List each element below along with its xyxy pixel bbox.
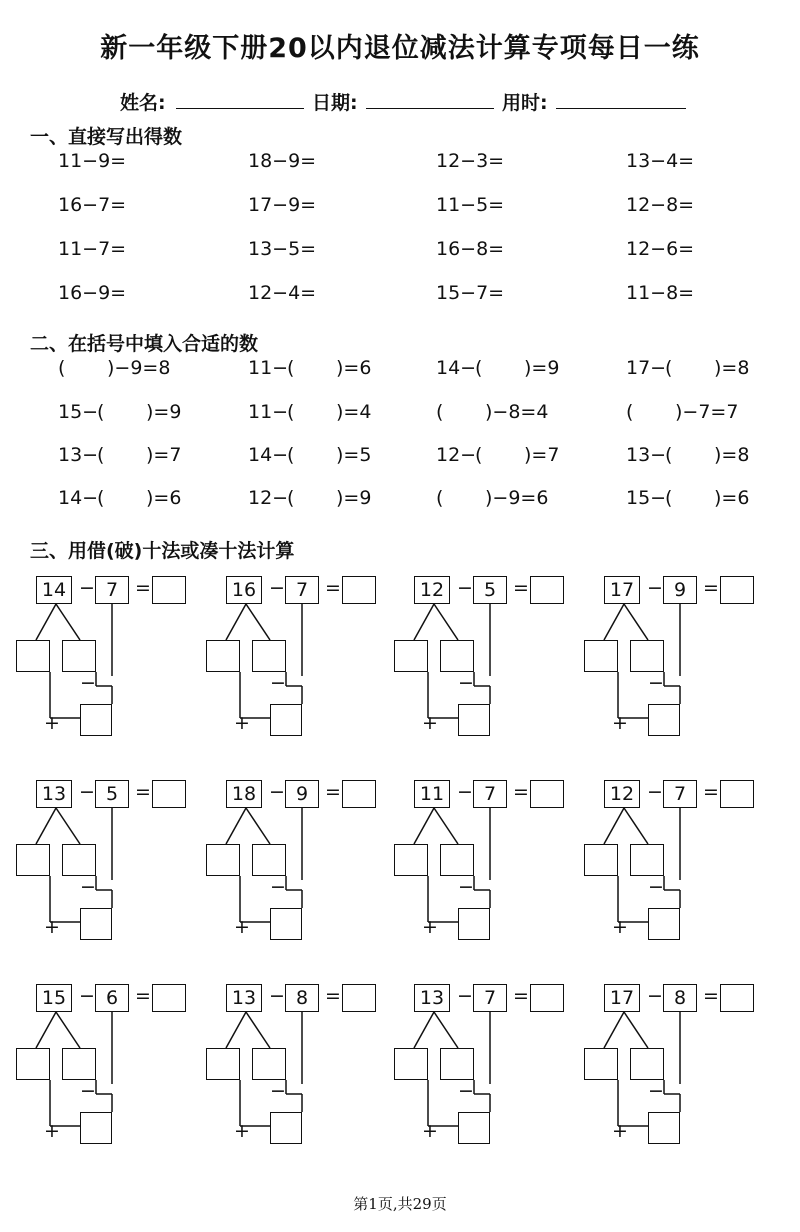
partial-result-box[interactable] <box>80 1112 112 1144</box>
split-right-box[interactable] <box>630 640 664 672</box>
plus-sign: + <box>422 1120 438 1142</box>
connector-line <box>56 808 80 844</box>
expression-part: )−9=6 <box>485 487 549 509</box>
open-paren: ( <box>436 487 444 509</box>
expression-part: 14− <box>436 357 477 379</box>
answer-blank[interactable] <box>677 357 711 379</box>
time-label: 用时: <box>502 92 548 114</box>
split-right-box[interactable] <box>252 844 286 876</box>
partial-result-box[interactable] <box>648 704 680 736</box>
answer-blank[interactable] <box>677 444 711 466</box>
connector-line <box>56 604 80 640</box>
split-right-box[interactable] <box>62 1048 96 1080</box>
expression-part: )=5 <box>336 444 372 466</box>
minus-sign: − <box>80 1080 96 1102</box>
answer-blank[interactable] <box>70 357 104 379</box>
subtrahend-box: 8 <box>663 984 697 1012</box>
partial-result-box[interactable] <box>270 908 302 940</box>
expression-part: )=9 <box>524 357 560 379</box>
expression-part: 17− <box>626 357 667 379</box>
expression-part: 14− <box>248 444 289 466</box>
answer-blank[interactable] <box>299 487 333 509</box>
expression-part: 11− <box>248 357 289 379</box>
answer-blank[interactable] <box>299 401 333 423</box>
connector-line <box>414 604 434 640</box>
expression-part: )=8 <box>714 357 750 379</box>
equals-sign: = <box>703 781 719 803</box>
minus-sign: − <box>458 672 474 694</box>
answer-blank[interactable] <box>299 444 333 466</box>
minus-sign: − <box>80 876 96 898</box>
open-paren: ( <box>58 357 66 379</box>
equals-sign: = <box>325 781 341 803</box>
calc-problem: 12−6= <box>626 238 695 260</box>
split-left-box[interactable] <box>394 1048 428 1080</box>
minus-sign: − <box>458 1080 474 1102</box>
minuend-box: 12 <box>604 780 640 808</box>
expression-part: 12− <box>436 444 477 466</box>
plus-sign: + <box>422 916 438 938</box>
expression-part: 15− <box>626 487 667 509</box>
connector-line <box>36 604 56 640</box>
minus-sign: − <box>270 1080 286 1102</box>
borrow-ten-diagram <box>604 982 794 1162</box>
subtrahend-box: 8 <box>285 984 319 1012</box>
expression-part: )−7=7 <box>675 401 739 423</box>
date-label: 日期: <box>312 92 358 114</box>
expression-part: )=9 <box>146 401 182 423</box>
connector-line <box>246 1012 270 1048</box>
partial-result-box[interactable] <box>648 1112 680 1144</box>
minus-sign: − <box>80 672 96 694</box>
partial-result-box[interactable] <box>458 1112 490 1144</box>
calc-problem: 16−9= <box>58 282 127 304</box>
open-paren: ( <box>665 357 673 379</box>
open-paren: ( <box>287 487 295 509</box>
result-box[interactable] <box>342 780 376 808</box>
minus-sign: − <box>648 876 664 898</box>
minus-sign: − <box>647 781 663 803</box>
connector-line <box>226 604 246 640</box>
minuend-box: 15 <box>36 984 72 1012</box>
subtrahend-box: 7 <box>285 576 319 604</box>
split-right-box[interactable] <box>62 844 96 876</box>
equals-sign: = <box>135 985 151 1007</box>
split-left-box[interactable] <box>16 1048 50 1080</box>
open-paren: ( <box>475 357 483 379</box>
expression-part: )−9=8 <box>107 357 171 379</box>
minuend-box: 18 <box>226 780 262 808</box>
connector-line <box>36 1012 56 1048</box>
connector-line <box>434 808 458 844</box>
expression-part: )=7 <box>146 444 182 466</box>
open-paren: ( <box>97 444 105 466</box>
answer-blank[interactable] <box>109 444 143 466</box>
plus-sign: + <box>612 1120 628 1142</box>
open-paren: ( <box>287 357 295 379</box>
expression-part: )=6 <box>714 487 750 509</box>
calc-problem: 16−7= <box>58 194 127 216</box>
subtrahend-box: 5 <box>473 576 507 604</box>
borrow-ten-diagram <box>226 982 416 1162</box>
borrow-ten-diagram <box>36 982 226 1162</box>
plus-sign: + <box>612 712 628 734</box>
result-box[interactable] <box>720 984 754 1012</box>
equals-sign: = <box>703 985 719 1007</box>
connector-line <box>246 604 270 640</box>
open-paren: ( <box>97 487 105 509</box>
minus-sign: − <box>269 781 285 803</box>
calc-problem: 15−7= <box>436 282 505 304</box>
connector-line <box>36 808 56 844</box>
partial-result-box[interactable] <box>458 704 490 736</box>
open-paren: ( <box>436 401 444 423</box>
expression-part: 13− <box>58 444 99 466</box>
open-paren: ( <box>626 401 634 423</box>
name-label: 姓名: <box>120 92 166 114</box>
section3-heading: 三、用借(破)十法或凑十法计算 <box>30 540 295 562</box>
connector-line <box>56 1012 80 1048</box>
minus-sign: − <box>457 985 473 1007</box>
time-field[interactable] <box>556 108 686 109</box>
minus-sign: − <box>79 985 95 1007</box>
section2-heading: 二、在括号中填入合适的数 <box>30 333 259 355</box>
split-left-box[interactable] <box>16 640 50 672</box>
open-paren: ( <box>97 401 105 423</box>
subtrahend-box: 9 <box>285 780 319 808</box>
calc-problem: 18−9= <box>248 150 317 172</box>
minuend-box: 13 <box>36 780 72 808</box>
minuend-box: 12 <box>414 576 450 604</box>
borrow-ten-diagram <box>604 574 794 754</box>
subtrahend-box: 5 <box>95 780 129 808</box>
split-left-box[interactable] <box>394 844 428 876</box>
equals-sign: = <box>325 577 341 599</box>
subtrahend-box: 9 <box>663 576 697 604</box>
minus-sign: − <box>269 577 285 599</box>
connector-line <box>246 808 270 844</box>
open-paren: ( <box>665 444 673 466</box>
calc-problem: 12−3= <box>436 150 505 172</box>
partial-result-box[interactable] <box>648 908 680 940</box>
expression-part: 15− <box>58 401 99 423</box>
page-footer: 第1页,共29页 <box>353 1195 447 1213</box>
expression-part: 13− <box>626 444 667 466</box>
borrow-ten-diagram <box>414 778 604 958</box>
plus-sign: + <box>234 1120 250 1142</box>
split-left-box[interactable] <box>584 640 618 672</box>
open-paren: ( <box>287 444 295 466</box>
split-left-box[interactable] <box>206 640 240 672</box>
equals-sign: = <box>513 577 529 599</box>
connector-line <box>226 1012 246 1048</box>
minuend-box: 16 <box>226 576 262 604</box>
split-left-box[interactable] <box>584 844 618 876</box>
borrow-ten-diagram <box>36 778 226 958</box>
partial-result-box[interactable] <box>80 704 112 736</box>
minus-sign: − <box>270 672 286 694</box>
expression-part: 12− <box>248 487 289 509</box>
calc-problem: 17−9= <box>248 194 317 216</box>
connector-line <box>624 604 648 640</box>
result-box[interactable] <box>342 984 376 1012</box>
split-right-box[interactable] <box>440 640 474 672</box>
connector-line <box>414 808 434 844</box>
result-box[interactable] <box>720 576 754 604</box>
connector-line <box>434 604 458 640</box>
minus-sign: − <box>457 781 473 803</box>
minuend-box: 17 <box>604 576 640 604</box>
connector-line <box>624 1012 648 1048</box>
borrow-ten-diagram <box>414 982 604 1162</box>
minuend-box: 17 <box>604 984 640 1012</box>
split-right-box[interactable] <box>440 1048 474 1080</box>
expression-part: )−8=4 <box>485 401 549 423</box>
subtrahend-box: 6 <box>95 984 129 1012</box>
borrow-ten-diagram <box>414 574 604 754</box>
expression-part: )=4 <box>336 401 372 423</box>
minuend-box: 13 <box>226 984 262 1012</box>
plus-sign: + <box>44 712 60 734</box>
equals-sign: = <box>135 577 151 599</box>
answer-blank[interactable] <box>487 444 521 466</box>
calc-problem: 11−8= <box>626 282 695 304</box>
answer-blank[interactable] <box>109 487 143 509</box>
calc-problem: 13−4= <box>626 150 695 172</box>
minuend-box: 13 <box>414 984 450 1012</box>
expression-part: )=9 <box>336 487 372 509</box>
connector-line <box>434 1012 458 1048</box>
calc-problem: 11−5= <box>436 194 505 216</box>
minus-sign: − <box>648 672 664 694</box>
minus-sign: − <box>269 985 285 1007</box>
plus-sign: + <box>44 916 60 938</box>
split-right-box[interactable] <box>252 640 286 672</box>
result-box[interactable] <box>152 576 186 604</box>
split-right-box[interactable] <box>252 1048 286 1080</box>
split-right-box[interactable] <box>630 1048 664 1080</box>
answer-blank[interactable] <box>448 487 482 509</box>
subtrahend-box: 7 <box>473 984 507 1012</box>
partial-result-box[interactable] <box>80 908 112 940</box>
calc-problem: 12−4= <box>248 282 317 304</box>
split-right-box[interactable] <box>630 844 664 876</box>
page-title: 新一年级下册20以内退位减法计算专项每日一练 <box>100 33 700 64</box>
connector-line <box>624 808 648 844</box>
partial-result-box[interactable] <box>270 1112 302 1144</box>
open-paren: ( <box>665 487 673 509</box>
result-box[interactable] <box>152 984 186 1012</box>
connector-line <box>604 604 624 640</box>
equals-sign: = <box>325 985 341 1007</box>
expression-part: )=6 <box>336 357 372 379</box>
minus-sign: − <box>648 1080 664 1102</box>
equals-sign: = <box>513 985 529 1007</box>
calc-problem: 11−7= <box>58 238 127 260</box>
connector-line <box>414 1012 434 1048</box>
calc-problem: 13−5= <box>248 238 317 260</box>
section1-heading: 一、直接写出得数 <box>30 126 183 148</box>
expression-part: )=7 <box>524 444 560 466</box>
answer-blank[interactable] <box>109 401 143 423</box>
minus-sign: − <box>79 781 95 803</box>
equals-sign: = <box>135 781 151 803</box>
minuend-box: 14 <box>36 576 72 604</box>
answer-blank[interactable] <box>677 487 711 509</box>
subtrahend-box: 7 <box>473 780 507 808</box>
plus-sign: + <box>234 712 250 734</box>
answer-blank[interactable] <box>638 401 672 423</box>
date-field[interactable] <box>366 108 494 109</box>
expression-part: 11− <box>248 401 289 423</box>
name-field[interactable] <box>176 108 304 109</box>
borrow-ten-diagram <box>226 574 416 754</box>
minus-sign: − <box>647 985 663 1007</box>
minus-sign: − <box>458 876 474 898</box>
calc-problem: 16−8= <box>436 238 505 260</box>
borrow-ten-diagram <box>36 574 226 754</box>
minuend-box: 11 <box>414 780 450 808</box>
split-left-box[interactable] <box>394 640 428 672</box>
expression-part: 14− <box>58 487 99 509</box>
open-paren: ( <box>475 444 483 466</box>
expression-part: )=6 <box>146 487 182 509</box>
minus-sign: − <box>270 876 286 898</box>
equals-sign: = <box>703 577 719 599</box>
result-box[interactable] <box>152 780 186 808</box>
split-left-box[interactable] <box>206 844 240 876</box>
connector-line <box>604 1012 624 1048</box>
subtrahend-box: 7 <box>95 576 129 604</box>
result-box[interactable] <box>342 576 376 604</box>
subtrahend-box: 7 <box>663 780 697 808</box>
split-right-box[interactable] <box>62 640 96 672</box>
partial-result-box[interactable] <box>270 704 302 736</box>
expression-part: )=8 <box>714 444 750 466</box>
result-box[interactable] <box>530 984 564 1012</box>
connector-line <box>604 808 624 844</box>
equals-sign: = <box>513 781 529 803</box>
answer-blank[interactable] <box>299 357 333 379</box>
plus-sign: + <box>422 712 438 734</box>
result-box[interactable] <box>720 780 754 808</box>
plus-sign: + <box>44 1120 60 1142</box>
borrow-ten-diagram <box>604 778 794 958</box>
calc-problem: 11−9= <box>58 150 127 172</box>
connector-line <box>226 808 246 844</box>
result-box[interactable] <box>530 576 564 604</box>
plus-sign: + <box>234 916 250 938</box>
answer-blank[interactable] <box>448 401 482 423</box>
minus-sign: − <box>457 577 473 599</box>
split-left-box[interactable] <box>16 844 50 876</box>
open-paren: ( <box>287 401 295 423</box>
borrow-ten-diagram <box>226 778 416 958</box>
minus-sign: − <box>647 577 663 599</box>
minus-sign: − <box>79 577 95 599</box>
plus-sign: + <box>612 916 628 938</box>
split-right-box[interactable] <box>440 844 474 876</box>
split-left-box[interactable] <box>584 1048 618 1080</box>
partial-result-box[interactable] <box>458 908 490 940</box>
result-box[interactable] <box>530 780 564 808</box>
split-left-box[interactable] <box>206 1048 240 1080</box>
answer-blank[interactable] <box>487 357 521 379</box>
calc-problem: 12−8= <box>626 194 695 216</box>
